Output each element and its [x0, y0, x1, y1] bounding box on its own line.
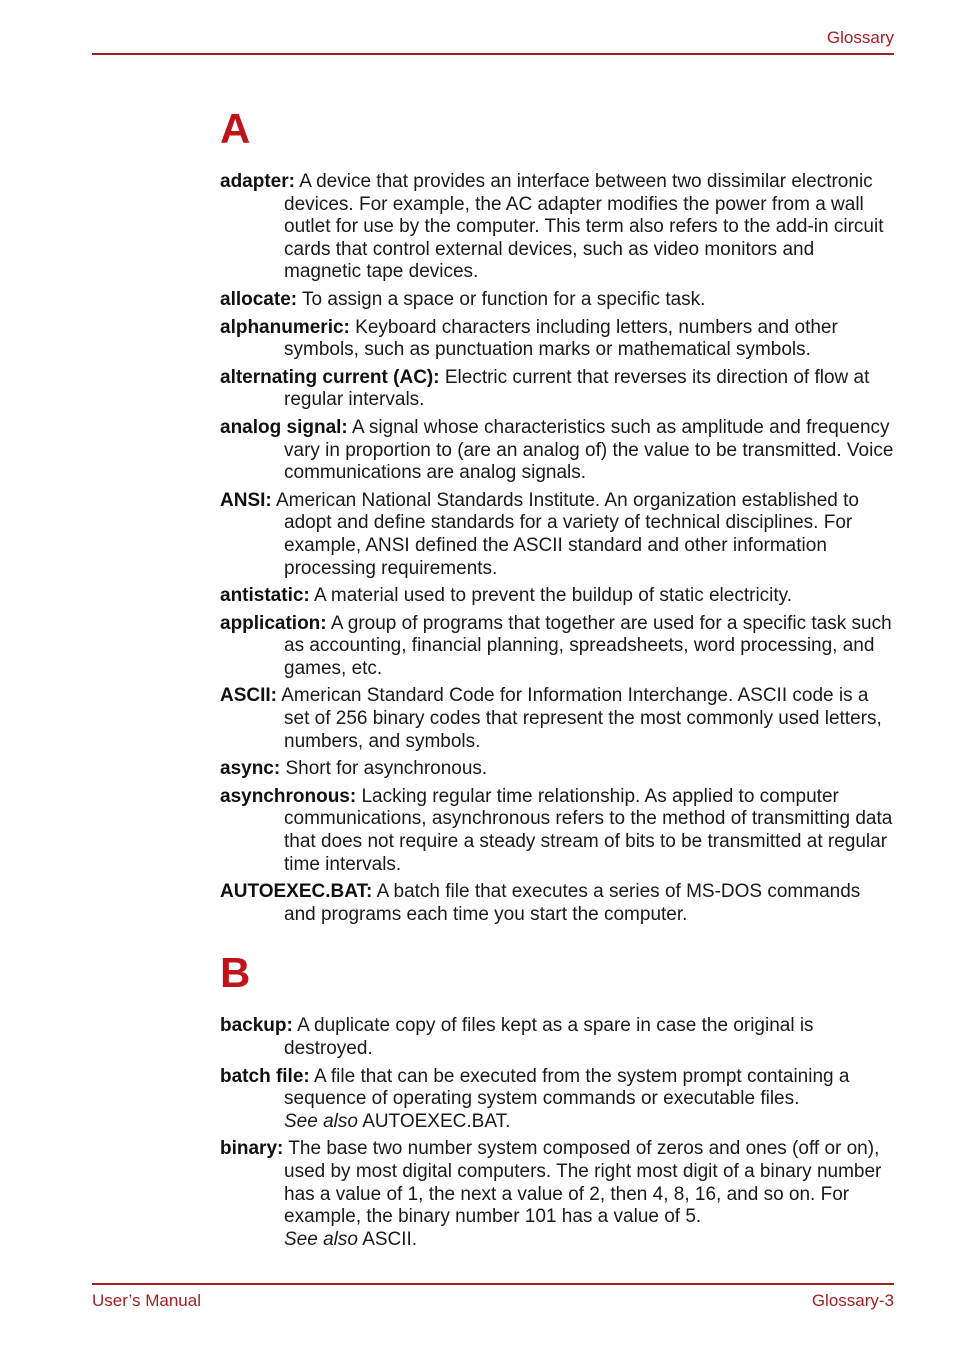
entry-term: async:: [220, 758, 281, 780]
entry-term: ANSI:: [220, 489, 272, 511]
entry-term: alternating current (AC):: [220, 366, 440, 388]
page-header-title: Glossary: [826, 28, 894, 47]
entry-definition: American Standard Code for Information Interchange. ASCII code is a set of 256 binary codes that represent the most commonly used letters, numbers, and symbols.: [281, 685, 882, 752]
entry-term: allocate:: [220, 288, 298, 310]
entry-definition: A file that can be executed from the system prompt containing a sequence of operating system commands or executable files.: [284, 1065, 850, 1110]
glossary-entry: [220, 758, 894, 781]
glossary-content: [220, 105, 894, 1256]
glossary-entry: [220, 417, 894, 485]
entry-definition: Keyboard characters including letters, numbers and other symbols, such as punctuation marks or mathematical symbols.: [284, 316, 838, 361]
entry-definition: A group of programs that together are used for a specific task such as accounting, financial planning, spreadsheets, word processing, and games, etc.: [284, 612, 892, 679]
entry-term: batch file:: [220, 1065, 310, 1087]
see-also-target: ASCII.: [362, 1228, 418, 1250]
entry-term: analog signal:: [220, 416, 348, 438]
entry-definition: Lacking regular time relationship. As applied to computer communications, asynchronous refers to the method of transmitting data that does not require a steady stream of bits to be transmitted at regular time intervals.: [284, 785, 893, 875]
glossary-entry: [220, 367, 894, 412]
glossary-entry: [220, 490, 894, 580]
section-letter-b: B: [220, 949, 251, 997]
glossary-entry: [220, 881, 894, 926]
entry-definition: A batch file that executes a series of MS-DOS commands and programs each time you start the computer.: [284, 881, 861, 925]
entry-definition: Short for asynchronous.: [285, 758, 488, 780]
entry-term: adapter:: [220, 171, 295, 192]
glossary-entry: [220, 613, 894, 681]
see-also-line: [284, 1111, 894, 1134]
glossary-entry: [220, 1015, 894, 1060]
entry-definition: American National Standards Institute. An organization established to adopt and define standards for a variety of technical disciplines. For example, ANSI defined the ASCII standard and other information processing requirements.: [275, 489, 859, 579]
section-letter-a: A: [220, 105, 251, 152]
entry-definition: The base two number system composed of zeros and ones (off or on), used by most digital computers. The right most digit of a binary number has a value of 1, the next a value of 2, then 4, 8, 16, and so on. For example, the binary number 101 has a value of 5.: [284, 1138, 882, 1228]
entry-definition: A signal whose characteristics such as amplitude and frequency vary in proportion to (are an analog of) the value to be transmitted. Voice communications are analog signals.: [284, 416, 894, 484]
glossary-entry: [220, 1066, 894, 1134]
footer-manual-title: User’s Manual: [92, 1291, 201, 1310]
header-rule: [92, 53, 894, 55]
see-also-target: AUTOEXEC.BAT.: [362, 1110, 511, 1132]
entry-term: application:: [220, 612, 327, 634]
entry-term: binary:: [220, 1138, 284, 1160]
glossary-entry: [220, 1138, 894, 1251]
entry-definition: A device that provides an interface between two dissimilar electronic devices. For example, the AC adapter modifies the power from a wall outlet for use by the computer. This term also refers to the add-in circuit cards that control external devices, such as video monitors and magnetic tape devices.: [284, 171, 884, 283]
footer-rule: [92, 1283, 894, 1285]
footer-page-number: Glossary-3: [811, 1291, 894, 1310]
entry-term: antistatic:: [220, 585, 310, 607]
entry-term: asynchronous:: [220, 785, 357, 807]
entry-definition: A material used to prevent the buildup of static electricity.: [313, 585, 793, 607]
entry-definition: A duplicate copy of files kept as a spare in case the original is destroyed.: [284, 1015, 814, 1059]
glossary-entry: [220, 289, 894, 312]
entry-definition: To assign a space or function for a specific task.: [302, 288, 706, 310]
glossary-entry: [220, 171, 894, 284]
glossary-entry: [220, 585, 894, 608]
see-also-line: [284, 1229, 894, 1252]
entry-term: backup:: [220, 1015, 293, 1037]
entry-term: ASCII:: [220, 685, 277, 707]
glossary-entry: [220, 786, 894, 876]
see-also-label: See also: [284, 1110, 358, 1132]
glossary-entry: [220, 685, 894, 753]
see-also-label: See also: [284, 1228, 358, 1250]
entry-term: alphanumeric:: [220, 316, 350, 338]
entry-term: AUTOEXEC.BAT:: [220, 881, 373, 903]
entry-definition: Electric current that reverses its direction of flow at regular intervals.: [284, 366, 870, 411]
glossary-entry: [220, 317, 894, 362]
